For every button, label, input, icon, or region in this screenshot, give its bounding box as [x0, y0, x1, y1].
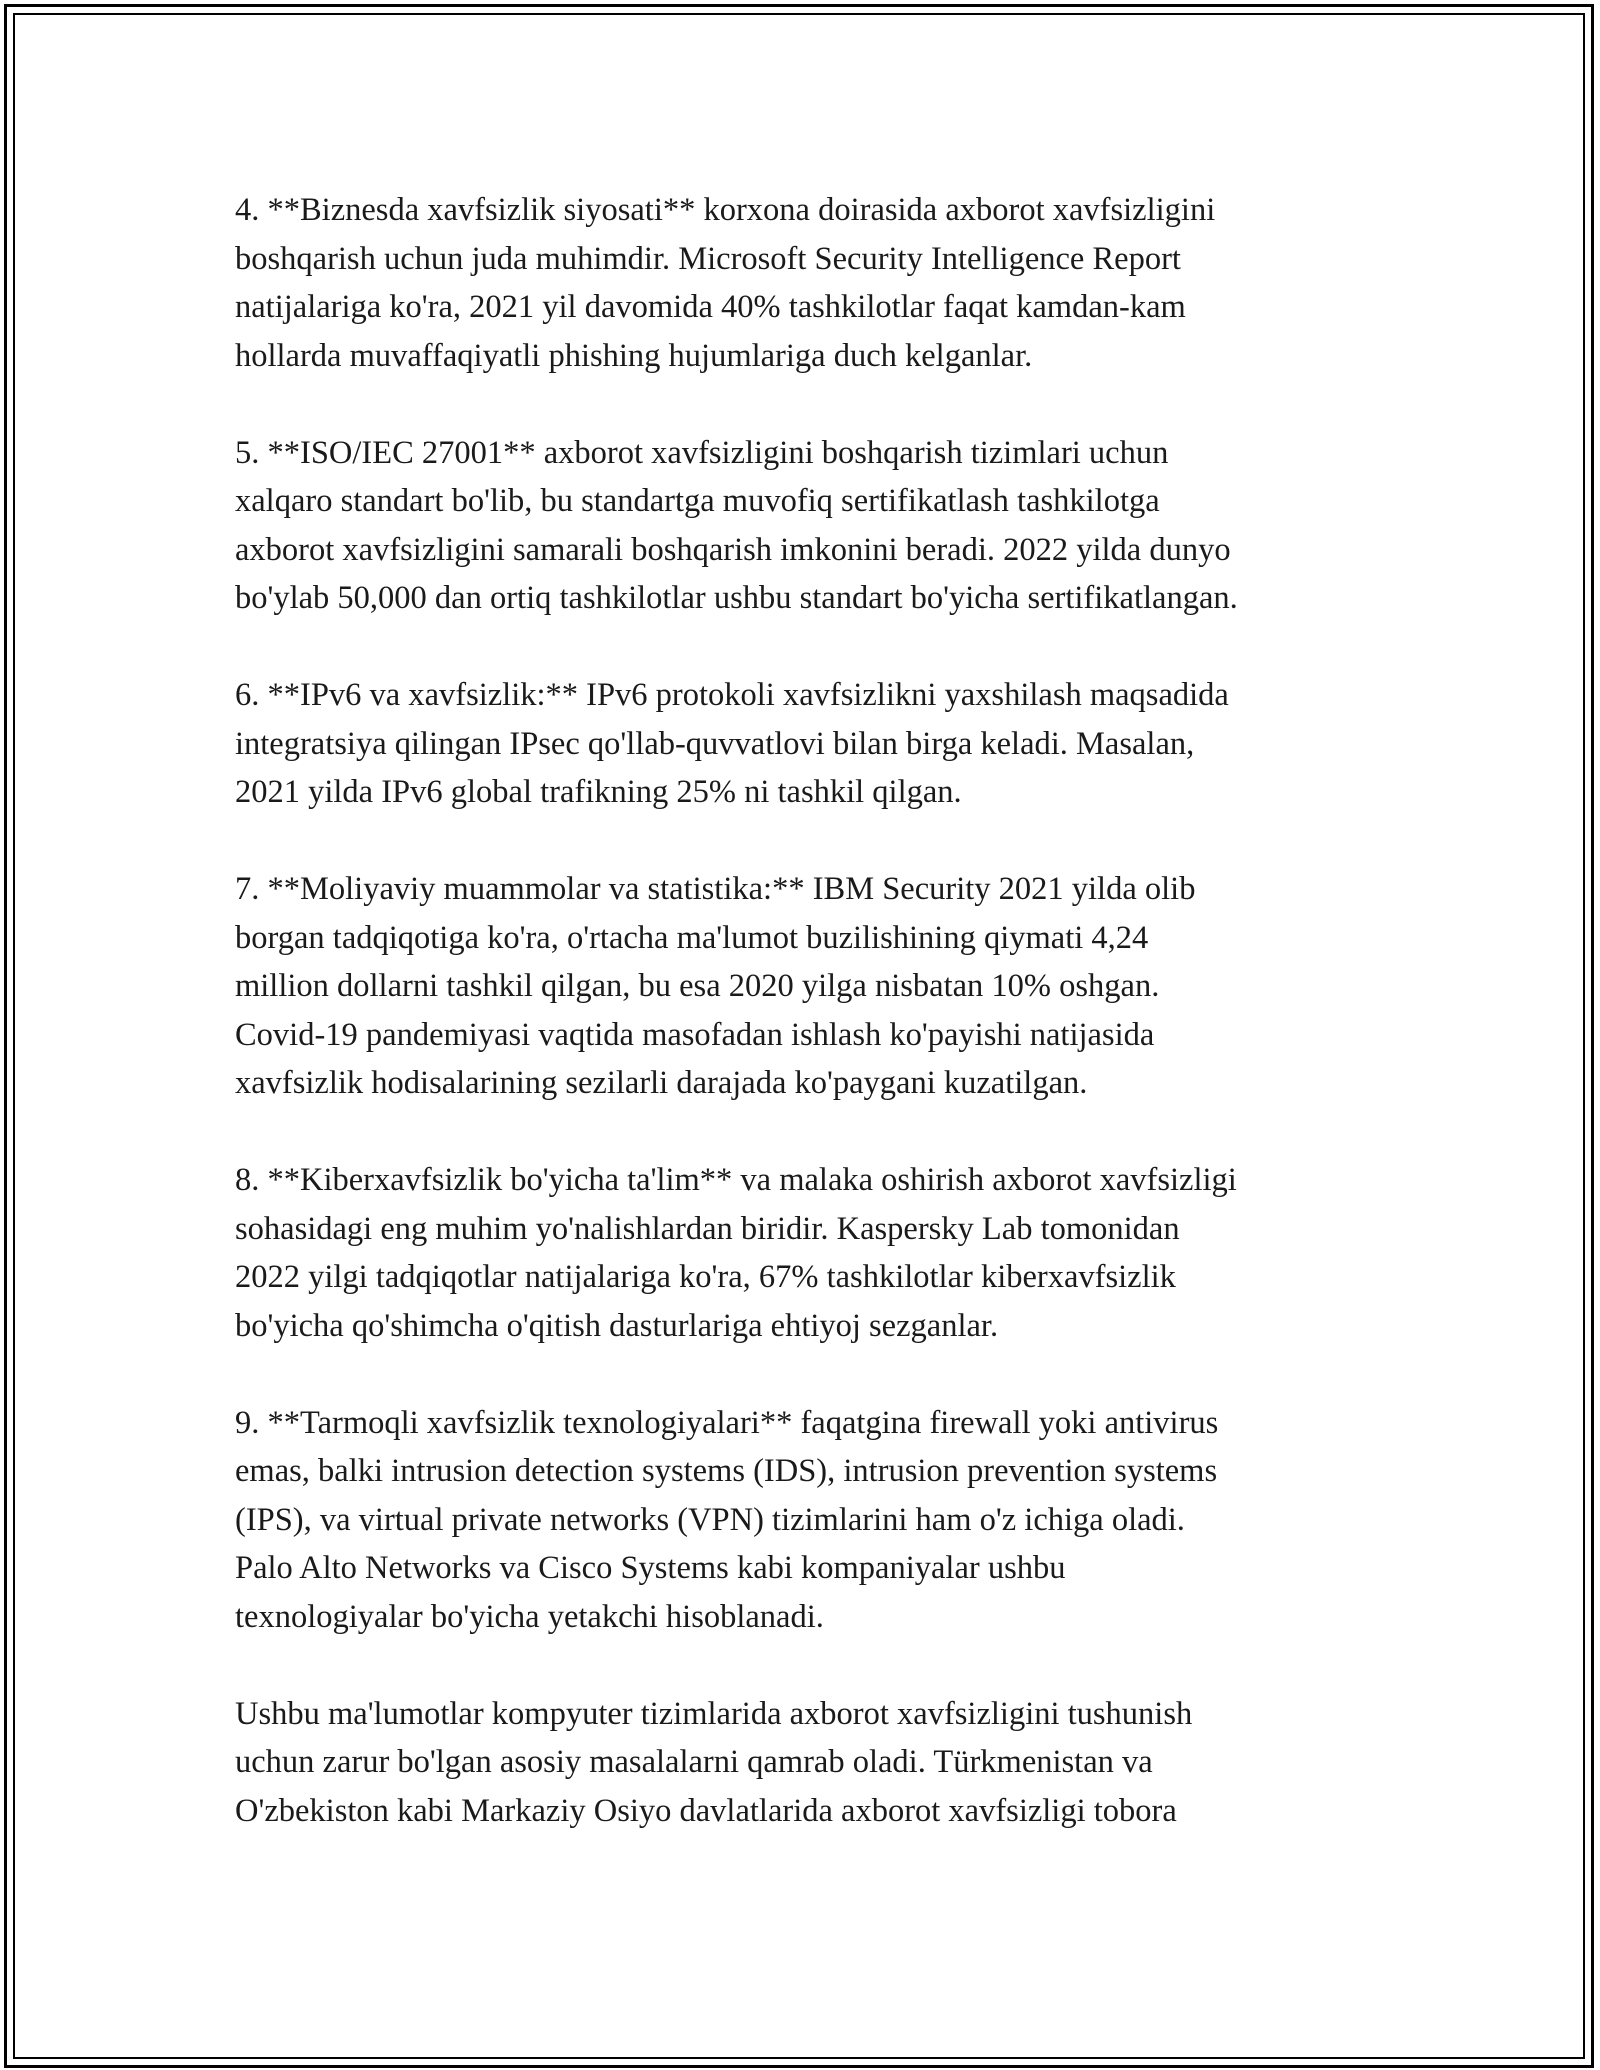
paragraph-item-7: 7. **Moliyaviy muammolar va statistika:** IBM Security 2021 yilda olib borgan tadqiqotiga ko'ra, o'rtacha ma'lumot buzilishining qiymati 4,24 million dollarni tashkil qilgan, bu esa 2020 yilga nisbatan 10% oshgan. Covid-19 pandemiyasi vaqtida masofadan ishlash ko'payishi natijasida xavfsizlik hodisalarining sezilarli darajada ko'paygani kuzatilgan.: [235, 871, 1196, 1101]
document-body: [235, 186, 1385, 1835]
paragraph-item-6: 6. **IPv6 va xavfsizlik:** IPv6 protokoli xavfsizlikni yaxshilash maqsadida integratsiya qilingan IPsec qo'llab-quvvatlovi bilan birga keladi. Masalan, 2021 yilda IPv6 global trafikning 25% ni tashkil qilgan.: [235, 677, 1229, 810]
paragraph-item-8: 8. **Kiberxavfsizlik bo'yicha ta'lim** va malaka oshirish axborot xavfsizligi sohasidagi eng muhim yo'nalishlardan biridir. Kaspersky Lab tomonidan 2022 yilgi tadqiqotlar natijalariga ko'ra, 67% tashkilotlar kiberxavfsizlik bo'yicha qo'shimcha o'qitish dasturlariga ehtiyoj sezganlar.: [235, 1162, 1237, 1344]
paragraph-conclusion: Ushbu ma'lumotlar kompyuter tizimlarida axborot xavfsizligini tushunish uchun zarur bo'lgan asosiy masalalarni qamrab oladi. Türkmenistan va O'zbekiston kabi Markaziy Osiyo davlatlarida axborot xavfsizligi tobora: [235, 1695, 1193, 1829]
paragraph-item-9: 9. **Tarmoqli xavfsizlik texnologiyalari** faqatgina firewall yoki antivirus emas, balki intrusion detection systems (IDS), intrusion prevention systems (IPS), va virtual private networks (VPN) tizimlarini ham o'z ichiga oladi. Palo Alto Networks va Cisco Systems kabi kompaniyalar ushbu texnologiyalar bo'yicha yetakchi hisoblanadi.: [235, 1404, 1219, 1635]
paragraph-item-4: 4. **Biznesda xavfsizlik siyosati** korxona doirasida axborot xavfsizligini boshqarish uchun juda muhimdir. Microsoft Security Intelligence Report natijalariga ko'ra, 2021 yil davomida 40% tashkilotlar faqat kamdan-kam hollarda muvaffaqiyatli phishing hujumlariga duch kelganlar.: [235, 192, 1216, 374]
paragraph-item-5: 5. **ISO/IEC 27001** axborot xavfsizligini boshqarish tizimlari uchun xalqaro standart bo'lib, bu standartga muvofiq sertifikatlash tashkilotga axborot xavfsizligini samarali boshqarish imkonini beradi. 2022 yilda dunyo bo'ylab 50,000 dan ortiq tashkilotlar ushbu standart bo'yicha sertifikatlangan.: [235, 434, 1238, 616]
